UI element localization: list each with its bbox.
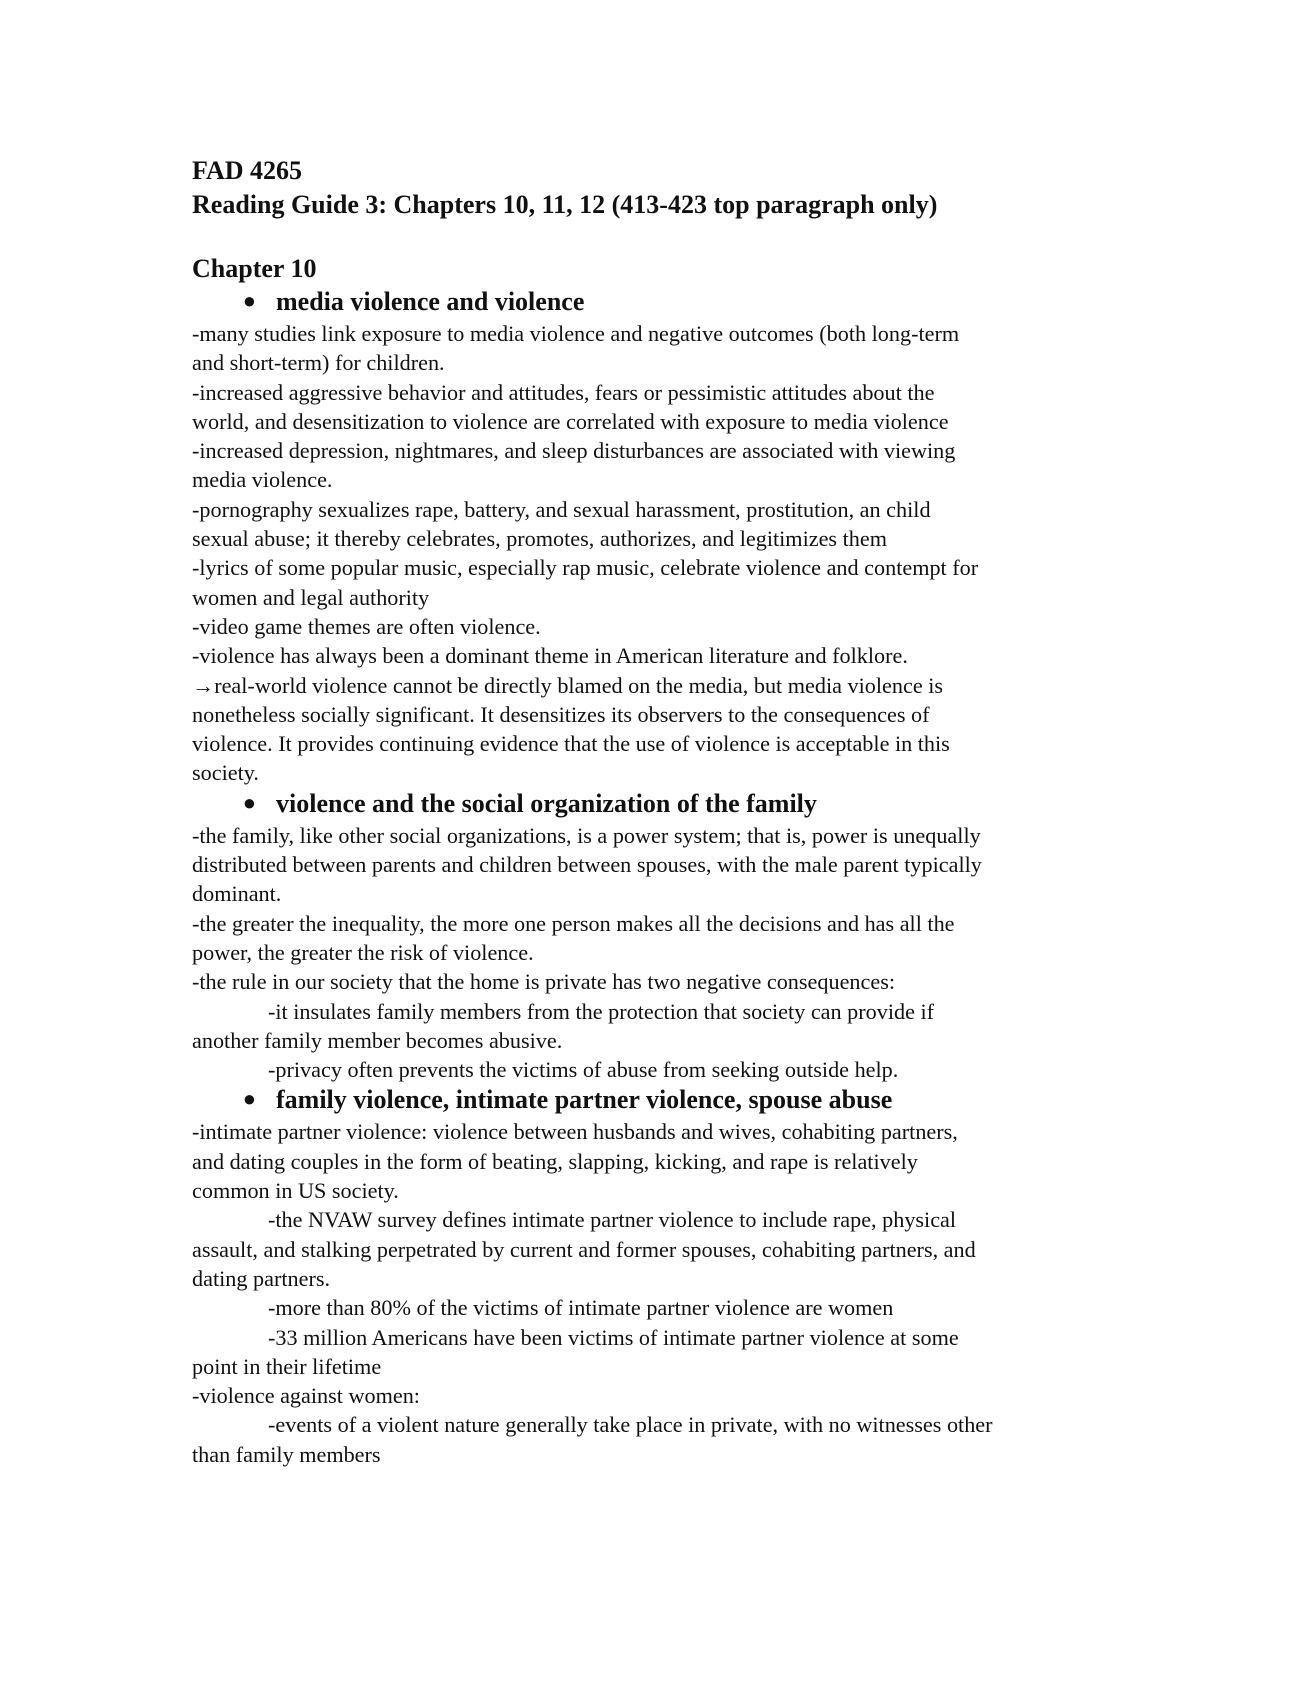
text-line: common in US society. [192, 1178, 399, 1204]
section-heading [192, 788, 1122, 821]
text-line: -intimate partner violence: violence between husbands and wives, cohabiting partners, [192, 1119, 958, 1145]
text-line: -privacy often prevents the victims of abuse from seeking outside help. [268, 1057, 899, 1083]
section-heading-text: violence and the social organization of the family [276, 788, 817, 818]
section [192, 1084, 1122, 1469]
text-line: and dating couples in the form of beating, slapping, kicking, and rape is relatively [192, 1148, 918, 1174]
text-line: nonetheless socially significant. It desensitizes its observers to the consequences of [192, 701, 930, 727]
text-line: point in their lifetime [192, 1353, 382, 1379]
text-line: than family members [192, 1441, 381, 1467]
section-heading [192, 1084, 1122, 1117]
text-line: -the NVAW survey defines intimate partner violence to include rape, physical [268, 1207, 957, 1233]
text-line: →real-world violence cannot be directly blamed on the media, but media violence is [192, 672, 944, 698]
section [192, 788, 1122, 1085]
text-line: another family member becomes abusive. [192, 1027, 563, 1053]
text-line: and short-term) for children. [192, 350, 445, 376]
text-line: society. [192, 760, 259, 786]
text-line: -33 million Americans have been victims of intimate partner violence at some [268, 1324, 959, 1350]
text-line: sexual abuse; it thereby celebrates, promotes, authorizes, and legitimizes them [192, 526, 887, 552]
text-line: -events of a violent nature generally take place in private, with no witnesses other [268, 1412, 993, 1438]
course-code: FAD 4265 [192, 156, 303, 185]
text-line: -the family, like other social organizations, is a power system; that is, power is unequally [192, 822, 981, 848]
text-line: media violence. [192, 467, 333, 493]
section-heading [192, 286, 1122, 319]
text-line: -more than 80% of the victims of intimate partner violence are women [268, 1295, 894, 1321]
text-line: power, the greater the risk of violence. [192, 939, 534, 965]
bullet-icon: ● [242, 789, 256, 815]
text-line: dating partners. [192, 1265, 331, 1291]
text-line: -violence has always been a dominant theme in American literature and folklore. [192, 643, 908, 669]
text-line: -many studies link exposure to media violence and negative outcomes (both long-term [192, 321, 960, 346]
text-line: assault, and stalking perpetrated by current and former spouses, cohabiting partners, and [192, 1236, 976, 1262]
text-line: -lyrics of some popular music, especially rap music, celebrate violence and contempt for [192, 555, 979, 581]
text-line: -it insulates family members from the protection that society can provide if [268, 998, 935, 1024]
text-line: -increased depression, nightmares, and sleep disturbances are associated with viewing [192, 438, 956, 464]
section-heading-text: family violence, intimate partner violence, spouse abuse [276, 1085, 893, 1115]
text-line: -pornography sexualizes rape, battery, and sexual harassment, prostitution, an child [192, 496, 931, 522]
sections-container [192, 286, 1122, 1469]
section-heading-text: media violence and violence [276, 287, 585, 316]
text-line: -violence against women: [192, 1383, 420, 1409]
bullet-icon: ● [242, 1086, 256, 1112]
text-line: -the greater the inequality, the more one person makes all the decisions and has all the [192, 910, 955, 936]
text-line: violence. It provides continuing evidence that the use of violence is acceptable in this [192, 731, 950, 757]
reading-guide-title: Reading Guide 3: Chapters 10, 11, 12 (413-423 top paragraph only) [192, 190, 938, 219]
text-line: dominant. [192, 881, 282, 907]
text-line: distributed between parents and children between spouses, with the male parent typically [192, 852, 982, 878]
bullet-icon: ● [242, 288, 256, 313]
text-line: -increased aggressive behavior and attitudes, fears or pessimistic attitudes about the [192, 379, 935, 405]
document-content [192, 154, 1122, 1469]
text-line: women and legal authority [192, 584, 430, 610]
text-line: -video game themes are often violence. [192, 613, 541, 639]
chapter-heading: Chapter 10 [192, 254, 317, 283]
text-line: world, and desensitization to violence are correlated with exposure to media violence [192, 408, 949, 434]
section [192, 286, 1122, 788]
text-line: -the rule in our society that the home is private has two negative consequences: [192, 969, 896, 995]
